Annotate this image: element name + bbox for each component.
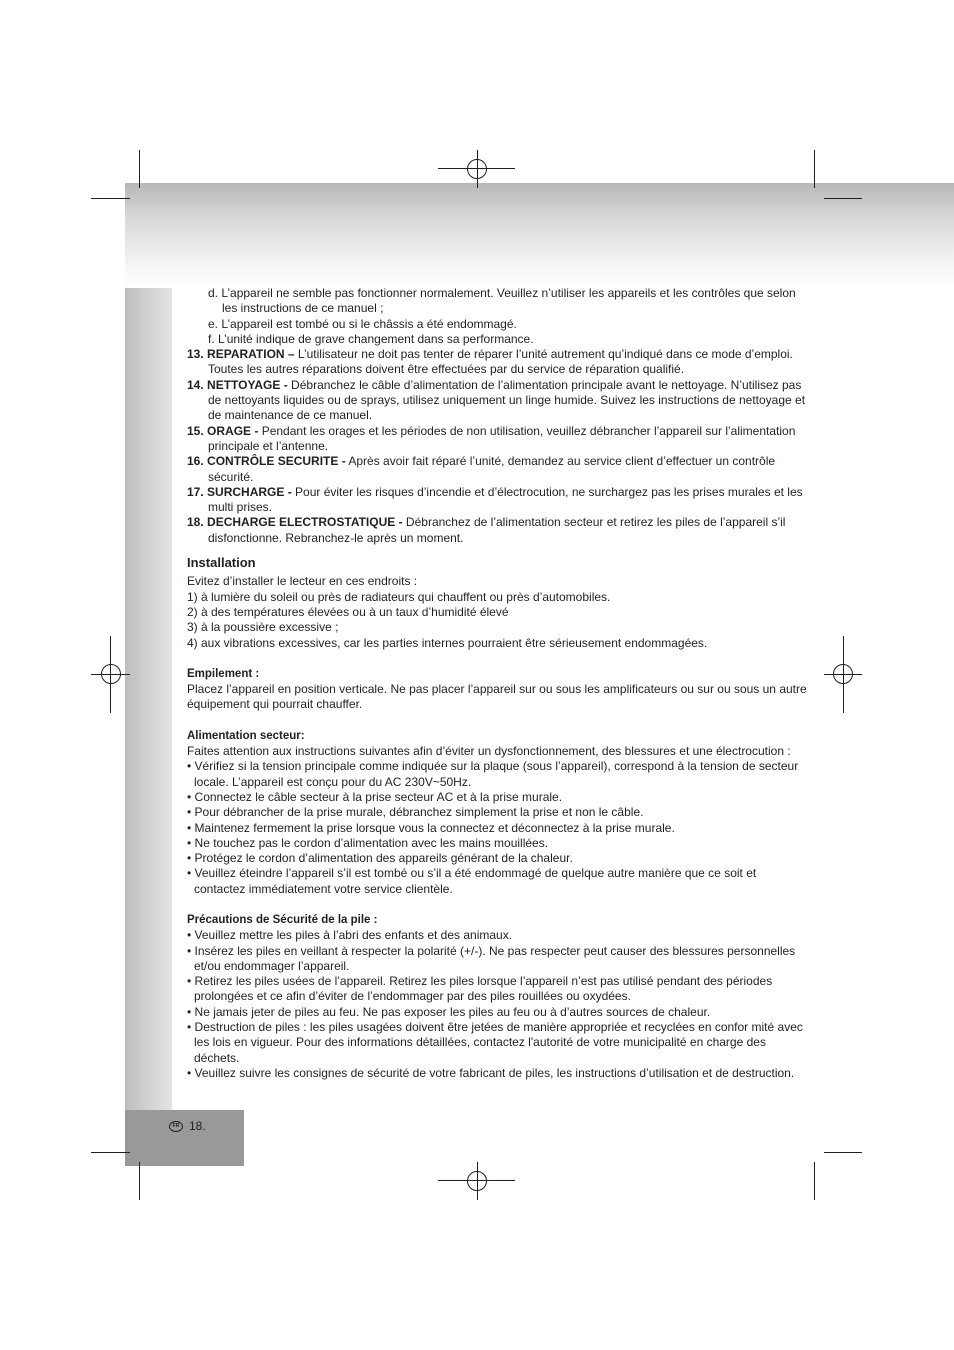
list-item: • Veuillez mettre les piles à l’abri des enfants et des animaux. [187,928,513,943]
list-item: 2) à des températures élevées ou à un taux d’humidité élevé [187,604,509,619]
alimentation-heading: Alimentation secteur: [187,729,305,742]
language-badge-icon: FR [169,1121,183,1132]
list-item: • Veuillez suivre les consignes de sécurité de votre fabricant de piles, les instructions d’utilisation et de destruction. [187,1065,795,1080]
list-item: • Pour débrancher de la prise murale, débranchez simplement la prise et non le câble. [187,805,644,820]
manual-content [187,286,807,1081]
list-item: 1) à lumière du soleil ou près de radiateurs qui chauffent ou près d’automobiles. [187,589,611,604]
empilement-text: Placez l’appareil en position verticale. Ne pas placer l’appareil sur ou sous les amplificateurs ou sur ou sous un autre équipement qui pourrait chauffer. [187,682,807,712]
list-item: • Ne jamais jeter de piles au feu. Ne pas exposer les piles au feu ou à d’autres sources de chaleur. [187,1004,711,1019]
list-item: • Protégez le cordon d’alimentation des appareils générant de la chaleur. [187,851,573,866]
safety-item-nettoyage: 14. NETTOYAGE - Débranchez le câble d’alimentation de l’alimentation principale avant le nettoyage. N’utilisez pas de nettoyants liquides ou de sprays, utilisez uniquement un linge humide. Suivez les instructions de nettoyage et de maintenance de ce manuel. [187,377,806,423]
page-number-text: 18. [189,1119,206,1133]
list-item: • Maintenez fermement la prise lorsque vous la connectez et déconnectez à la prise murale. [187,820,675,835]
safety-item-controle: 16. CONTRÔLE SECURITE - Après avoir fait réparé l’unité, demandez au service client d’effectuer un contrôle sécurité. [187,454,776,484]
list-item: e. L’appareil est tombé ou si le châssis a été endommagé. [208,316,517,331]
safety-item-surcharge: 17. SURCHARGE - Pour éviter les risques d’incendie et d’électrocution, ne surchargez pas les prises murales et les multi prises. [187,484,803,515]
list-item: • Veuillez éteindre l’appareil s’il est tombé ou s’il a été endommagé de quelque autre manière que ce soit et contactez immédiatement votre service clientèle. [187,866,757,896]
alimentation-intro: Faites attention aux instructions suivantes afin d’éviter un dysfonctionnement, des blessures et une électrocution : [187,744,791,759]
page-number [169,1119,206,1133]
piles-heading: Précautions de Sécurité de la pile : [187,913,378,926]
installation-intro: Evitez d’installer le lecteur en ces endroits : [187,574,418,589]
list-item: 3) à la poussière excessive ; [187,620,339,635]
list-item: • Ne touchez pas le cordon d’alimentation avec les mains mouillées. [187,835,549,850]
list-item: • Connectez le câble secteur à la prise secteur AC et à la prise murale. [187,789,563,804]
empilement-heading: Empilement : [187,667,260,680]
side-strip [125,288,172,1110]
list-item: d. L’appareil ne semble pas fonctionner normalement. Veuillez n’utiliser les appareils et les contrôles que selon les instructions de ce manuel ; [208,286,796,316]
list-item: • Destruction de piles : les piles usagées doivent être jetées de manière appropriée et recyclées en confor mité avec les lois en vigueur. Pour des informations détaillées, contactez l'autorité de votre municipalité en charge des déchets. [187,1020,803,1065]
safety-item-orage: 15. ORAGE - Pendant les orages et les périodes de non utilisation, veuillez débrancher l’appareil sur l’alimentation principale et l’antenne. [187,423,796,453]
list-item: f. L’unité indique de grave changement dans sa performance. [208,331,534,346]
safety-item-reparation: 13. REPARATION – L’utilisateur ne doit pas tenter de réparer l’unité autrement qu’indiqué dans ce mode d’emploi. Toutes les autres réparations doivent être effectuées par du service de réparation qualifié. [187,347,793,377]
list-item: • Retirez les piles usées de l’appareil. Retirez les piles lorsque l’appareil n’est pas utilisé pendant des périodes prolongées et ce afin d’éviter de l’endommager par des piles rouillées ou oxydées. [187,974,773,1004]
list-item: • Insérez les piles en veillant à respecter la polarité (+/-). Ne pas respecter peut causer des blessures personnelles et/ou endommager l’appareil. [187,943,796,973]
installation-heading: Installation [187,555,256,571]
list-item: • Vérifiez si la tension principale comme indiquée sur la plaque (sous l’appareil), correspond à la tension de secteur locale. L’appareil est conçu pour du AC 230V~50Hz. [187,759,799,789]
safety-item-decharge: 18. DECHARGE ELECTROSTATIQUE - Débranchez de l’alimentation secteur et retirez les piles de l’appareil s’il disfonctionne. Rebranchez-le après un moment. [187,515,786,545]
list-item: 4) aux vibrations excessives, car les parties internes pourraient être sérieusement endommagées. [187,635,708,650]
